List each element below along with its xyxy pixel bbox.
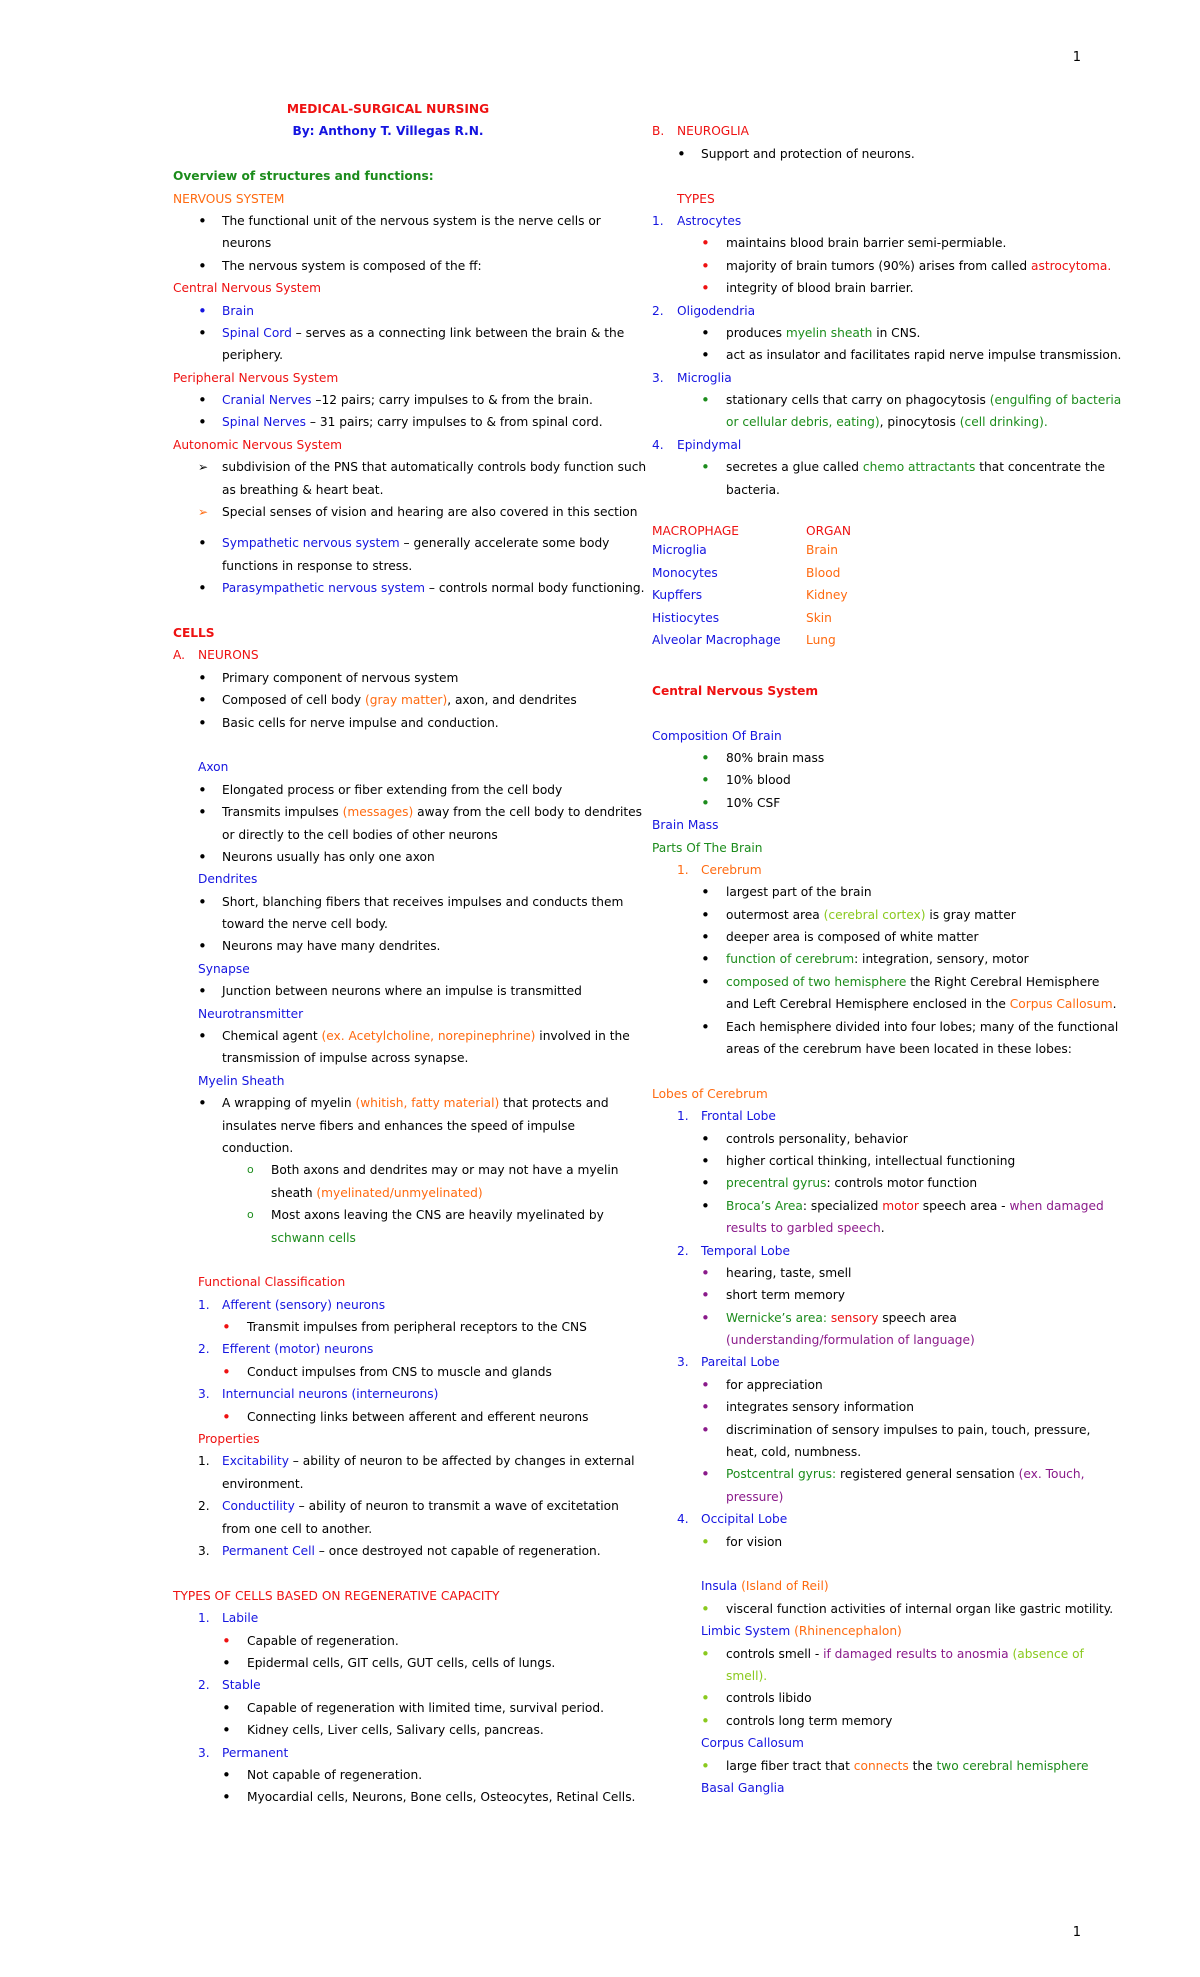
list-item: • Postcentral gyrus: registered general sensation (ex. Touch, [701, 1465, 1085, 1484]
list-item: • stationary cells that carry on phagocytosis (engulfing of bacteria [701, 391, 1122, 410]
lobes-heading: Lobes of Cerebrum [652, 1086, 768, 1101]
list-item: • Neurons may have many dendrites. [198, 937, 441, 956]
list-item: • outermost area (cerebral cortex) is gray matter [701, 905, 1016, 924]
ans-heading: Autonomic Nervous System [173, 437, 343, 452]
functional-classification-heading: Functional Classification [198, 1275, 346, 1290]
neuroglia-heading: B. NEUROGLIA [652, 124, 749, 139]
list-item: • discrimination of sensory impulses to pain, touch, pressure, [701, 1420, 1091, 1439]
list-item: • Wernicke’s area: sensory speech area [701, 1308, 957, 1327]
types-heading: TYPES [677, 191, 715, 206]
list-item: • largest part of the brain [701, 883, 872, 902]
sub-list-item: o Both axons and dendrites may or may not have a myelin [247, 1163, 619, 1178]
list-item: • controls libido [701, 1689, 812, 1708]
list-item: • Brain [198, 301, 254, 320]
list-item: • Not capable of regeneration. [222, 1765, 423, 1784]
list-item: • short term memory [701, 1286, 845, 1305]
limbic-heading: Limbic System (Rhinencephalon) [701, 1624, 902, 1639]
brain-mass-heading: Brain Mass [652, 818, 719, 833]
list-item: • Basic cells for nerve impulse and conduction. [198, 713, 499, 732]
list-item: • Elongated process or fiber extending from the cell body [198, 780, 563, 799]
numbered-item: 2. Stable [198, 1678, 261, 1693]
list-item: • Epidermal cells, GIT cells, GUT cells, cells of lungs. [222, 1653, 556, 1672]
list-item-cont: neurons [222, 236, 272, 251]
numbered-item: 1. Excitability – ability of neuron to be affected by changes in external [198, 1454, 635, 1469]
numbered-item: 1. Labile [198, 1611, 259, 1626]
sub-list-item-cont: sheath (myelinated/unmyelinated) [271, 1185, 483, 1200]
list-item: • 10% blood [701, 771, 791, 790]
list-item: • for vision [701, 1532, 783, 1551]
list-item-cont: as breathing & heart beat. [222, 482, 384, 497]
list-item: • The functional unit of the nervous system is the nerve cells or [198, 211, 601, 230]
list-item-cont: functions in response to stress. [222, 558, 413, 573]
list-item-cont: (understanding/formulation of language) [726, 1333, 975, 1348]
numbered-item: 1. Frontal Lobe [677, 1109, 776, 1124]
table-row: Alveolar Macrophage Lung [652, 632, 836, 647]
list-item: • hearing, taste, smell [701, 1263, 852, 1282]
list-item: • Capable of regeneration. [222, 1631, 399, 1650]
list-item: • integrates sensory information [701, 1398, 914, 1417]
list-item-cont: pressure) [726, 1489, 784, 1504]
list-item: • Primary component of nervous system [198, 668, 459, 687]
list-item-cont: conduction. [222, 1140, 294, 1155]
list-item: • Sympathetic nervous system – generally accelerate some body [198, 534, 610, 553]
parts-heading: Parts Of The Brain [652, 840, 763, 855]
list-item: • precentral gyrus: controls motor function [701, 1174, 978, 1193]
nervous-system-heading: NERVOUS SYSTEM [173, 191, 285, 206]
left-column [173, 98, 647, 1809]
cns-heading: Central Nervous System [173, 281, 321, 296]
insula-heading: Insula (Island of Reil) [701, 1579, 829, 1594]
list-item: • Connecting links between afferent and efferent neurons [222, 1407, 589, 1426]
dendrites-heading: Dendrites [198, 872, 258, 887]
list-item-cont: or cellular debris, eating), pinocytosis (cell drinking). [726, 415, 1048, 430]
document-author: By: Anthony T. Villegas R.N. [292, 124, 484, 139]
list-item: • maintains blood brain barrier semi-permiable. [701, 234, 1007, 253]
list-item: • Junction between neurons where an impulse is transmitted [198, 982, 582, 1001]
list-item: • Neurons usually has only one axon [198, 847, 435, 866]
list-item: • deeper area is composed of white matter [701, 928, 979, 947]
list-item: • Each hemisphere divided into four lobes; many of the functional [701, 1017, 1119, 1036]
numbered-item: 1. Cerebrum [677, 862, 762, 877]
list-item-cont: areas of the cerebrum have been located in these lobes: [726, 1042, 1072, 1057]
list-item: • Capable of regeneration with limited time, survival period. [222, 1698, 604, 1717]
list-item-cont: or directly to the cell bodies of other neurons [222, 827, 498, 842]
numbered-item: 2. Temporal Lobe [677, 1243, 790, 1258]
table-header: MACROPHAGE ORGAN [652, 524, 851, 539]
numbered-item-cont: from one cell to another. [222, 1521, 373, 1536]
list-item: • secretes a glue called chemo attractants that concentrate the [701, 458, 1106, 477]
list-item: ➢ Special senses of vision and hearing are also covered in this section [198, 505, 638, 520]
list-item-cont: toward the nerve cell body. [222, 917, 388, 932]
list-item: • controls personality, behavior [701, 1129, 908, 1148]
table-row: Microglia Brain [652, 543, 838, 558]
list-item: • The nervous system is composed of the ff: [198, 256, 482, 275]
list-item: • for appreciation [701, 1375, 823, 1394]
sub-list-item: o Most axons leaving the CNS are heavily myelinated by [247, 1208, 604, 1223]
page-number-bottom: 1 [1072, 1925, 1081, 1940]
list-item: • controls long term memory [701, 1711, 893, 1730]
sub-list-item-cont: schwann cells [271, 1230, 356, 1245]
neurotransmitter-heading: Neurotransmitter [198, 1006, 304, 1021]
document-title: MEDICAL-SURGICAL NURSING [286, 102, 490, 116]
list-item: • Myocardial cells, Neurons, Bone cells, Osteocytes, Retinal Cells. [222, 1788, 636, 1807]
numbered-item: 1. Afferent (sensory) neurons [198, 1297, 386, 1312]
list-item-cont: results to garbled speech. [726, 1221, 885, 1236]
list-item-cont: insulates nerve fibers and enhances the speed of impulse [222, 1118, 576, 1133]
numbered-item: 3. Permanent Cell – once destroyed not capable of regeneration. [198, 1544, 601, 1558]
regenerative-types-heading: TYPES OF CELLS BASED ON REGENERATIVE CAPACITY [173, 1588, 500, 1603]
list-item-cont: transmission of impulse across synapse. [222, 1051, 469, 1066]
numbered-item-cont: environment. [222, 1476, 304, 1491]
list-item: • Support and protection of neurons. [677, 144, 915, 163]
corpus-callosum-heading: Corpus Callosum [701, 1736, 804, 1751]
list-item: • act as insulator and facilitates rapid nerve impulse transmission. [701, 346, 1122, 365]
composition-heading: Composition Of Brain [652, 728, 782, 743]
table-row: Kupffers Kidney [652, 588, 848, 603]
list-item: • controls smell - if damaged results to anosmia (absence of [701, 1644, 1084, 1663]
list-item: • produces myelin sheath in CNS. [701, 323, 921, 342]
cns-title: Central Nervous System [652, 683, 819, 698]
numbered-item: 3. Microglia [652, 370, 732, 385]
list-item: • visceral function activities of internal organ like gastric motility. [701, 1599, 1114, 1618]
list-item: • large fiber tract that connects the two cerebral hemisphere [701, 1756, 1089, 1775]
list-item: • composed of two hemisphere the Right Cerebral Hemisphere [701, 972, 1100, 991]
list-item-cont: heat, cold, numbness. [726, 1445, 862, 1460]
page-number-top: 1 [1072, 50, 1081, 65]
myelin-heading: Myelin Sheath [198, 1073, 285, 1088]
table-row: Histiocytes Skin [652, 610, 832, 625]
pns-heading: Peripheral Nervous System [173, 370, 339, 385]
axon-heading: Axon [198, 760, 229, 775]
numbered-item: 3. Internuncial neurons (interneurons) [198, 1387, 439, 1402]
list-item: • Chemical agent (ex. Acetylcholine, norepinephrine) involved in the [198, 1027, 630, 1046]
macrophage-table [652, 523, 1092, 651]
list-item: • higher cortical thinking, intellectual functioning [701, 1151, 1016, 1170]
numbered-item: 1. Astrocytes [652, 213, 742, 228]
list-item: • Spinal Nerves – 31 pairs; carry impulses to & from spinal cord. [198, 413, 603, 432]
list-item: • Cranial Nerves –12 pairs; carry impulses to & from the brain. [198, 391, 593, 410]
list-item: ➢ subdivision of the PNS that automatically controls body function such [198, 460, 647, 475]
numbered-item: 2. Conductility – ability of neuron to transmit a wave of excitetation [198, 1499, 619, 1514]
list-item-cont: smell). [726, 1668, 768, 1683]
overview-heading: Overview of structures and functions: [173, 169, 434, 184]
numbered-item: 3. Permanent [198, 1745, 289, 1760]
list-item: • majority of brain tumors (90%) arises from called astrocytoma. [701, 256, 1112, 275]
list-item: • Short, blanching fibers that receives impulses and conducts them [198, 892, 624, 911]
list-item: • function of cerebrum: integration, sensory, motor [701, 950, 1029, 969]
list-item: • Conduct impulses from CNS to muscle and glands [222, 1362, 552, 1381]
basal-ganglia-heading: Basal Ganglia [701, 1780, 785, 1795]
list-item: • Broca’s Area: specialized motor speech area - when damaged [701, 1196, 1104, 1215]
right-column [652, 98, 1122, 1799]
numbered-item: 2. Efferent (motor) neurons [198, 1342, 374, 1357]
list-item: • 80% brain mass [701, 748, 825, 767]
list-item: • Transmit impulses from peripheral receptors to the CNS [222, 1318, 587, 1337]
numbered-item: 4. Epindymal [652, 437, 742, 452]
list-item: • Spinal Cord – serves as a connecting link between the brain & the [198, 323, 625, 342]
list-item: • Composed of cell body (gray matter), axon, and dendrites [198, 691, 577, 710]
list-item: • Kidney cells, Liver cells, Salivary cells, pancreas. [222, 1721, 544, 1740]
list-item-cont: and Left Cerebral Hemisphere enclosed in the Corpus Callosum. [726, 997, 1117, 1012]
cells-heading: CELLS [173, 625, 215, 640]
list-item: • 10% CSF [701, 793, 781, 812]
numbered-item: 4. Occipital Lobe [677, 1512, 788, 1527]
list-item-cont: bacteria. [726, 482, 780, 497]
list-item: • Parasympathetic nervous system – controls normal body functioning. [198, 579, 645, 598]
list-item-cont: periphery. [222, 348, 283, 363]
numbered-item: 2. Oligodendria [652, 303, 756, 318]
properties-heading: Properties [198, 1432, 260, 1447]
numbered-item: 3. Pareital Lobe [677, 1355, 780, 1370]
list-item: • integrity of blood brain barrier. [701, 279, 914, 298]
table-row: Monocytes Blood [652, 565, 841, 580]
list-item: • Transmits impulses (messages) away from the cell body to dendrites [198, 803, 642, 822]
list-item: • A wrapping of myelin (whitish, fatty material) that protects and [198, 1094, 609, 1113]
neurons-heading: A. NEURONS [173, 648, 259, 663]
synapse-heading: Synapse [198, 961, 250, 976]
